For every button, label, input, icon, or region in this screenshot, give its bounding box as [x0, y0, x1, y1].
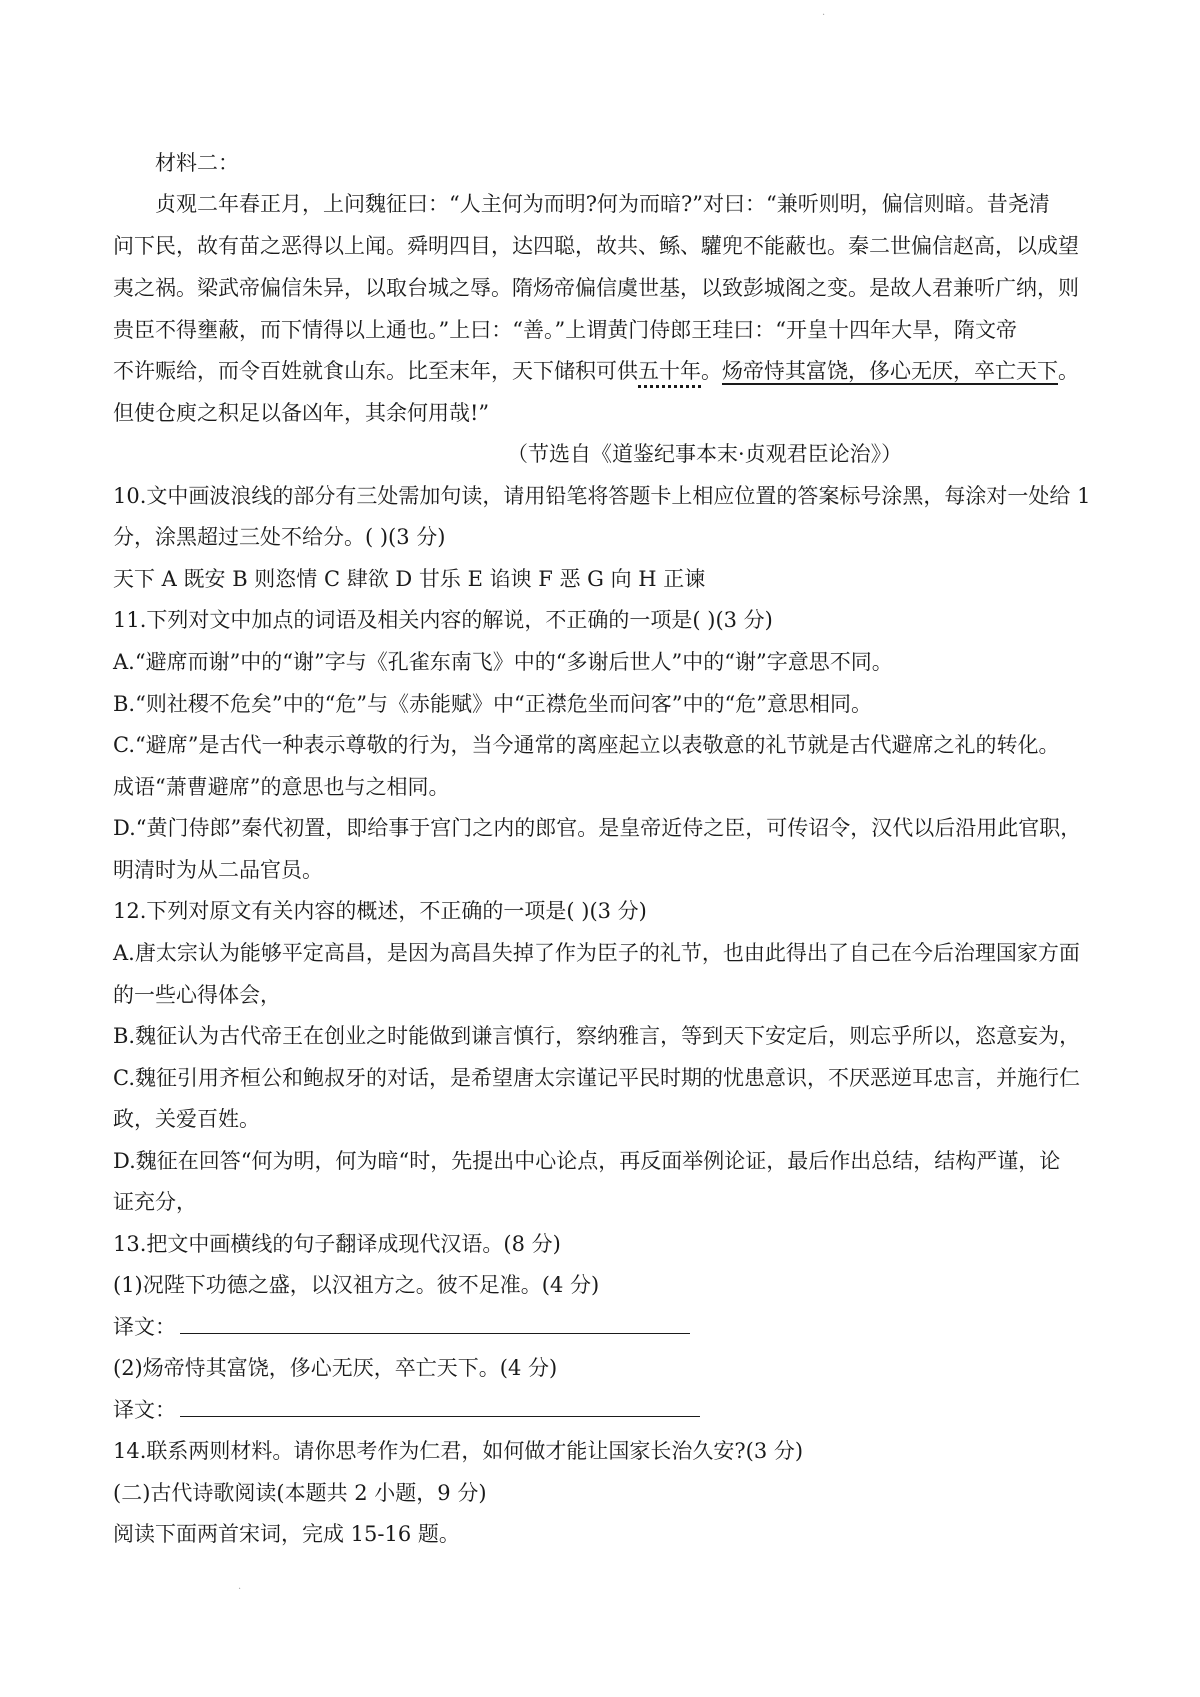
- section-2-title: (二)古代诗歌阅读(本题共 2 小题，9 分): [113, 1481, 487, 1505]
- passage-line-1: 贞观二年春正月，上问魏征曰：“人主何为而明?何为而暗?”对曰：“兼听则明，偏信则暗。昔尧清: [155, 192, 1050, 216]
- passage-line-2: 问下民，故有苗之恶得以上闻。舜明四目，达四聪，故共、鲧、驩兜不能蔽也。秦二世偏信赵高，以成望: [113, 234, 1079, 258]
- passage-source: （节选自《道鉴纪事本末·贞观君臣论治》）: [507, 442, 903, 466]
- q14-stem: 14.联系两则材料。请你思考作为仁君，如何做才能让国家长治久安?(3 分): [113, 1439, 804, 1463]
- q11-option-c-line-2: 成语“萧曹避席”的意思也与之相同。: [113, 775, 450, 799]
- passage-line-5-b: 。: [701, 359, 722, 383]
- q12-option-d-line-1: D.魏征在回答“何为明，何为暗“时，先提出中心论点，再反面举例论证，最后作出总结，结构严谨，论: [113, 1149, 1061, 1173]
- q13-sentence-2: (2)炀帝恃其富饶，侈心无厌，卒亡天下。(4 分): [113, 1356, 558, 1380]
- q11-stem: 11.下列对文中加点的词语及相关内容的解说，不正确的一项是( )(3 分): [113, 608, 773, 632]
- q12-option-c-line-2: 政，关爱百姓。: [113, 1107, 260, 1131]
- passage-line-5-a: 不许赈给，而令百姓就食山东。比至末年，天下储积可供: [113, 359, 638, 383]
- q13-stem: 13.把文中画横线的句子翻译成现代汉语。(8 分): [113, 1232, 561, 1256]
- q13-sentence-1: (1)况陛下功德之盛，以汉祖方之。彼不足准。(4 分): [113, 1273, 600, 1297]
- answer-blank-2[interactable]: [180, 1396, 700, 1417]
- q10-line-3: 天下 A 既安 B 则恣情 C 肆欲 D 甘乐 E 谄谀 F 恶 G 向 H 正谏: [113, 567, 706, 591]
- q11-option-d-line-1: D.“黄门侍郎”秦代初置，即给事于宫门之内的郎官。是皇帝近侍之臣，可传诏令，汉代以后沿用此官职，: [113, 816, 1082, 840]
- q11-option-c-line-1: C.“避席”是古代一种表示尊敬的行为，当今通常的离座起立以表敬意的礼节就是古代避席之礼的转化。: [113, 733, 1060, 757]
- q12-option-a-line-2: 的一些心得体会，: [113, 983, 281, 1007]
- q10-line-1: 10.文中画波浪线的部分有三处需加句读，请用铅笔将答题卡上相应位置的答案标号涂黑，每涂对一处给 1: [113, 484, 1091, 508]
- q11-option-a: A.“避席而谢”中的“谢”字与《孔雀东南飞》中的“多谢后世人”中的“谢”字意思不同。: [113, 650, 893, 674]
- q12-option-a-line-1: A.唐太宗认为能够平定高昌，是因为高昌失掉了作为臣子的礼节，也由此得出了自己在今后治理国家方面: [113, 941, 1080, 965]
- q12-stem: 12.下列对原文有关内容的概述，不正确的一项是( )(3 分): [113, 899, 647, 923]
- q12-option-c-line-1: C.魏征引用齐桓公和鲍叔牙的对话，是希望唐太宗谨记平民时期的忧患意识，不厌恶逆耳忠言，并施行仁: [113, 1066, 1080, 1090]
- q12-option-b: B.魏征认为古代帝王在创业之时能做到谦言慎行，察纳雅言，等到天下安定后，则忘乎所以，恣意妄为，: [113, 1024, 1081, 1048]
- q11-option-d-line-2: 明清时为从二品官员。: [113, 858, 323, 882]
- passage-line-3: 夷之祸。梁武帝偏信朱异，以取台城之辱。隋炀帝偏信虞世基，以致彭城阁之变。是故人君兼听广纳，则: [113, 276, 1079, 300]
- underlined-sentence: 炀帝恃其富饶，侈心无厌，卒亡天下: [722, 359, 1058, 383]
- section-2-instruction: 阅读下面两首宋词，完成 15-16 题。: [113, 1522, 460, 1546]
- material-heading: 材料二：: [155, 151, 239, 175]
- passage-line-5: [113, 357, 1079, 385]
- q13-answer-2: [113, 1396, 700, 1424]
- passage-line-6: 但使仓庾之积足以备凶年，其余何用哉!”: [113, 401, 490, 425]
- answer-blank-1[interactable]: [180, 1313, 690, 1334]
- scan-dot: ·: [822, 10, 826, 21]
- dotted-words: 五十年: [638, 359, 701, 383]
- passage-line-4: 贵臣不得壅蔽，而下情得以上通也。”上曰：“善。”上谓黄门侍郎王珪曰：“开皇十四年大旱，隋文帝: [113, 318, 1017, 342]
- scan-dot: ·: [238, 1584, 242, 1595]
- answer-label: 译文：: [113, 1315, 176, 1339]
- q11-option-b: B.“则社稷不危矣”中的“危”与《赤能赋》中“正襟危坐而问客”中的“危”意思相同。: [113, 692, 872, 716]
- q13-answer-1: [113, 1313, 690, 1341]
- passage-line-5-c: 。: [1058, 359, 1079, 383]
- q12-option-d-line-2: 证充分，: [113, 1190, 197, 1214]
- q10-line-2: 分，涂黑超过三处不给分。( )(3 分): [113, 525, 446, 549]
- answer-label: 译文：: [113, 1398, 176, 1422]
